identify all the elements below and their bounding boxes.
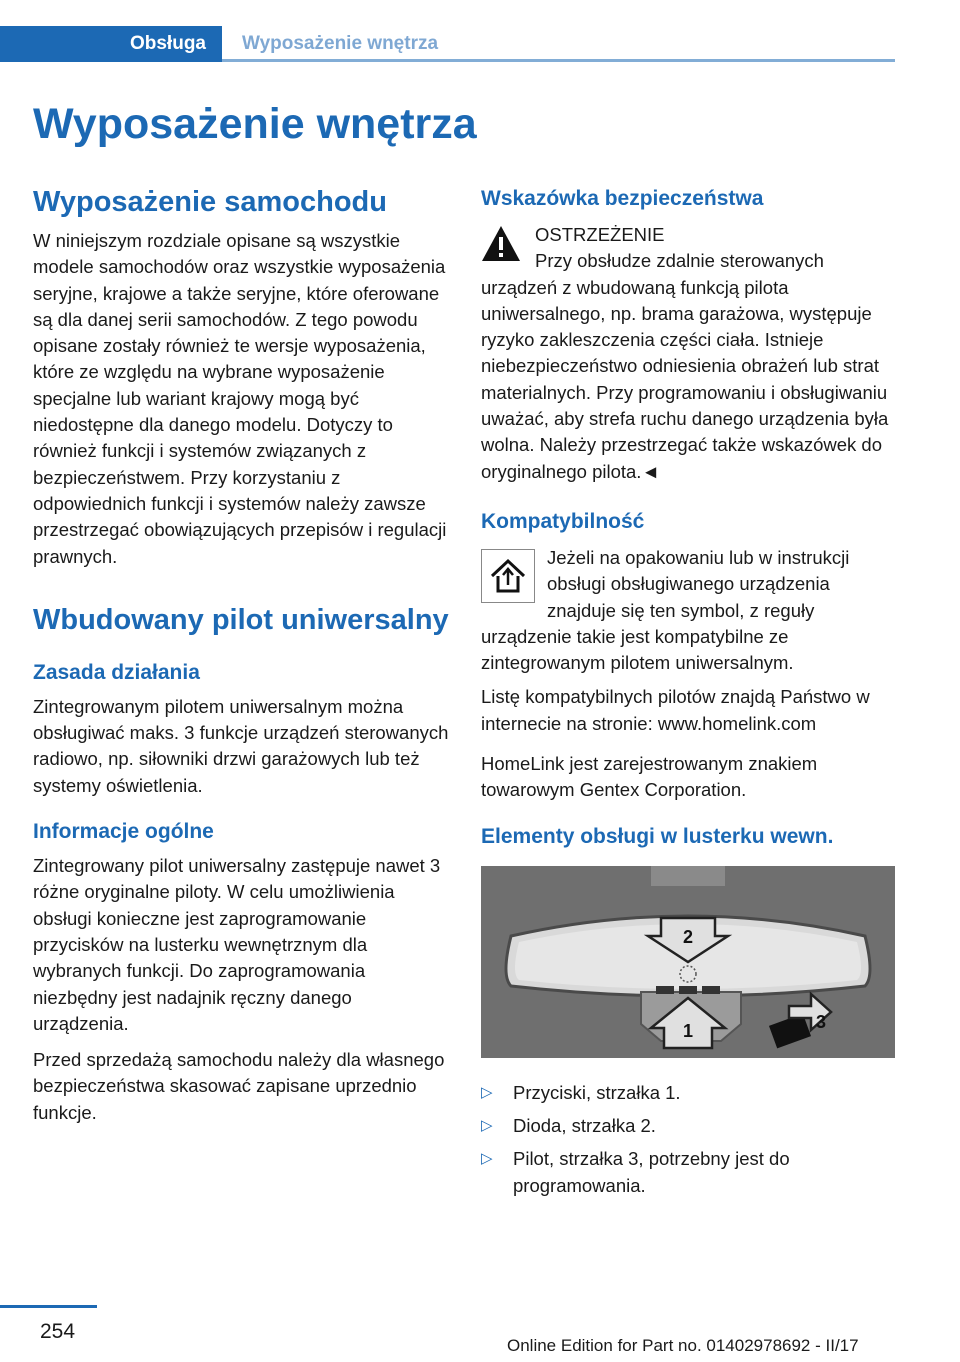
figure-label-1: 1 <box>682 1020 694 1041</box>
list-item-text: Przyciski, strzałka 1. <box>513 1081 681 1103</box>
list-item <box>481 1146 895 1199</box>
rearview-mirror-illustration <box>481 866 895 1058</box>
triangle-bullet-icon: ▷ <box>481 1116 493 1134</box>
list-item-text: Dioda, strzałka 2. <box>513 1114 656 1136</box>
warning-text: Przy obsłudze zdalnie sterowanych urządzeń z wbudowaną funkcją pilota uniwersalnego, np. brama garażowa, występuje ryzyko zakleszczenia części ciała. Istnieje niebezpieczeństwo odniesienia obrażeń lub strat materialnych. Przy programowaniu i obsługiwaniu uważać, aby strefa ruchu danego urządzenia była wolna. Należy przestrzegać także wskazówek do oryginalnego pilota.◄ <box>481 250 889 482</box>
list-item <box>481 1113 895 1139</box>
subheading-informacje-ogolne: Informacje ogólne <box>33 820 214 844</box>
triangle-bullet-icon: ▷ <box>481 1150 493 1168</box>
subheading-wskazowka-bezpieczenstwa: Wskazówka bezpieczeństwa <box>481 187 764 210</box>
subheading-zasada-dzialania: Zasada działania <box>33 660 200 684</box>
right-column <box>481 186 895 1206</box>
figure-label-2: 2 <box>682 926 694 947</box>
triangle-bullet-icon: ▷ <box>481 1083 493 1101</box>
tab-underline <box>222 59 895 62</box>
left-column <box>33 186 451 1126</box>
page-number: 254 <box>40 1320 76 1343</box>
section-heading-pilot-uniwersalny: Wbudowany pilot uniwersalny <box>33 603 449 636</box>
text-informacje-ogolne-1: Zintegrowany pilot uniwersalny zastępuje nawet 3 różne oryginalne piloty. W celu umożliwienia obsługi konieczne jest zaprogramowanie przycisków na lusterku wewnętrznym dla wybranych funkcji. Do zaprogramowania niezbędny jest nadajnik ręczny danego urządzenia. <box>33 855 441 1034</box>
subheading-elementy-obslugi: Elementy obsługi w lusterku wewn. <box>481 824 834 848</box>
controls-list <box>481 1080 895 1199</box>
tab-obsluga[interactable]: Obsługa <box>0 26 222 62</box>
warning-block <box>481 222 895 485</box>
header-tabbar <box>0 26 895 62</box>
compat-text: Jeżeli na opakowaniu lub w instrukcji obsługi obsługiwanego urządzenia znajduje się ten symbol, z reguły urządzenie takie jest kompatybilne ze zintegrowanym pilotem uniwersalnym. <box>481 546 850 674</box>
text-informacje-ogolne-2: Przed sprzedażą samochodu należy dla własnego bezpieczeństwa skasować zapisane uprzednio funkcje. <box>33 1049 445 1123</box>
footer-line <box>0 1305 97 1308</box>
section-text-wyposazenie: W niniejszym rozdziale opisane są wszystkie modele samochodów oraz wszystkie wyposażenia seryjne, krajowe a także seryjne, które oferowane są dla danej serii samochodów. Z tego powodu opisane zostały również te wersje wyposażenia, które ze względu na wybrane wyposażenie specjalne lub wariant krajowy mogą być niedostępne dla danego modelu. Dotyczy to również funkcji i systemów związanych z bezpieczeństwem. Przy korzystaniu z odpowiednich funkcji i systemów należy zawsze przestrzegać obowiązujących przepisów i regulacji prawnych. <box>33 230 447 567</box>
homelink-house-icon <box>481 549 535 603</box>
compat-block <box>481 545 895 676</box>
warning-triangle-icon <box>481 224 521 264</box>
text-zasada-dzialania: Zintegrowanym pilotem uniwersalnym można obsługiwać maks. 3 funkcje urządzeń sterowanych radiowo, np. siłowniki drzwi garażowych lub też systemy oświetlenia. <box>33 695 449 796</box>
figure-label-3: 3 <box>815 1011 827 1032</box>
footer-edition: Online Edition for Part no. 01402978692 - II/17 <box>507 1336 859 1355</box>
warning-label: OSTRZEŻENIE <box>535 224 665 245</box>
list-item <box>481 1080 895 1106</box>
page-title: Wyposażenie wnętrza <box>33 100 477 148</box>
mirror-figure <box>481 866 895 1058</box>
tab-wyposazenie-wnetrza[interactable]: Wyposażenie wnętrza <box>242 33 439 54</box>
section-heading-wyposazenie-samochodu: Wyposażenie samochodu <box>33 186 387 218</box>
compat-list-text: Listę kompatybilnych pilotów znajdą Państwo w internecie na stronie: www.homelink.com <box>481 686 870 734</box>
list-item-text: Pilot, strzałka 3, potrzebny jest do programowania. <box>513 1148 790 1196</box>
subheading-kompatybilnosc: Kompatybilność <box>481 509 645 533</box>
homelink-text: HomeLink jest zarejestrowanym znakiem towarowym Gentex Corporation. <box>481 753 818 801</box>
